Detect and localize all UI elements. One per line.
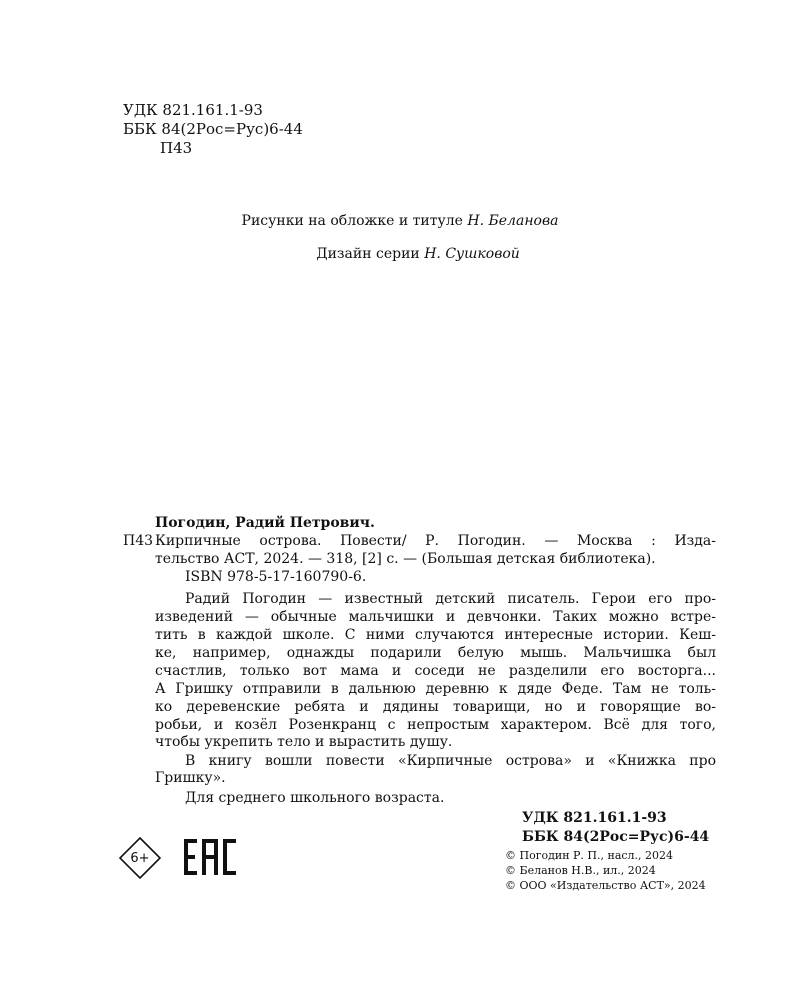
annotation-line: тить в каждой школе. С ними случаются интересные истории. Кеш- [155,627,716,643]
catalog-line: Кирпичные острова. Повести/ Р. Погодин. — Москва : Изда- [155,533,716,549]
contents-note-line: В книгу вошли повести «Кирпичные острова» и «Книжка про [185,753,716,769]
annotation-line: робьи, и козёл Розенкранц с непростым характером. Всё для того, [155,717,716,733]
annotation-line: чтобы укрепить тело и вырастить душу. [155,734,453,750]
catalog-line: тельство АСТ, 2024. — 318, [2] с. — (Большая детская библиотека). [155,551,656,567]
annotation-line: ко деревенские ребята и дядины товарищи, но и говорящие во- [155,699,716,715]
isbn: ISBN 978-5-17-160790-6. [185,569,367,585]
age-rating-label: 6+ [130,850,150,866]
design-name: Н. Сушковой [424,246,520,262]
bbk-code-bottom: ББК 84(2Рос=Рус)6-44 [522,829,710,845]
illustrations-name: Н. Беланова [467,213,559,229]
copyright-line: © Беланов Н.В., ил., 2024 [505,864,656,877]
design-label: Дизайн серии [316,246,420,262]
annotation-line: изведений — обычные мальчишки и девчонки. Таких можно встре- [155,609,716,625]
annotation-line: ке, например, однажды подарили белую мышь. Мальчишка был [155,645,716,661]
illustrations-label: Рисунки на обложке и титуле [241,213,463,229]
catalog-author: Погодин, Радий Петрович. [155,515,375,531]
udk-code-bottom: УДК 821.161.1-93 [522,810,667,826]
catalog-mark: П43 [123,533,154,549]
annotation-line: Радий Погодин — известный детский писатель. Герои его про- [185,591,716,607]
udk-code-top: УДК 821.161.1-93 [123,101,263,119]
author-mark-top: П43 [160,139,193,157]
annotation-line: А Гришку отправили в дальнюю деревню к дяде Феде. Там не толь- [155,681,716,697]
illustrations-credit [0,212,800,230]
age-note: Для среднего школьного возраста. [185,790,445,806]
age-rating-badge [118,836,162,880]
copyright-line: © ООО «Издательство АСТ», 2024 [505,879,706,892]
copyright-line: © Погодин Р. П., насл., 2024 [505,849,674,862]
annotation-line: счастлив, только вот мама и соседи не разделили его восторга... [155,663,716,679]
design-credit [0,245,800,263]
bbk-code-top: ББК 84(2Рос=Рус)6-44 [123,120,303,138]
contents-note-line: Гришку». [155,770,226,786]
eac-mark-icon [183,838,237,876]
